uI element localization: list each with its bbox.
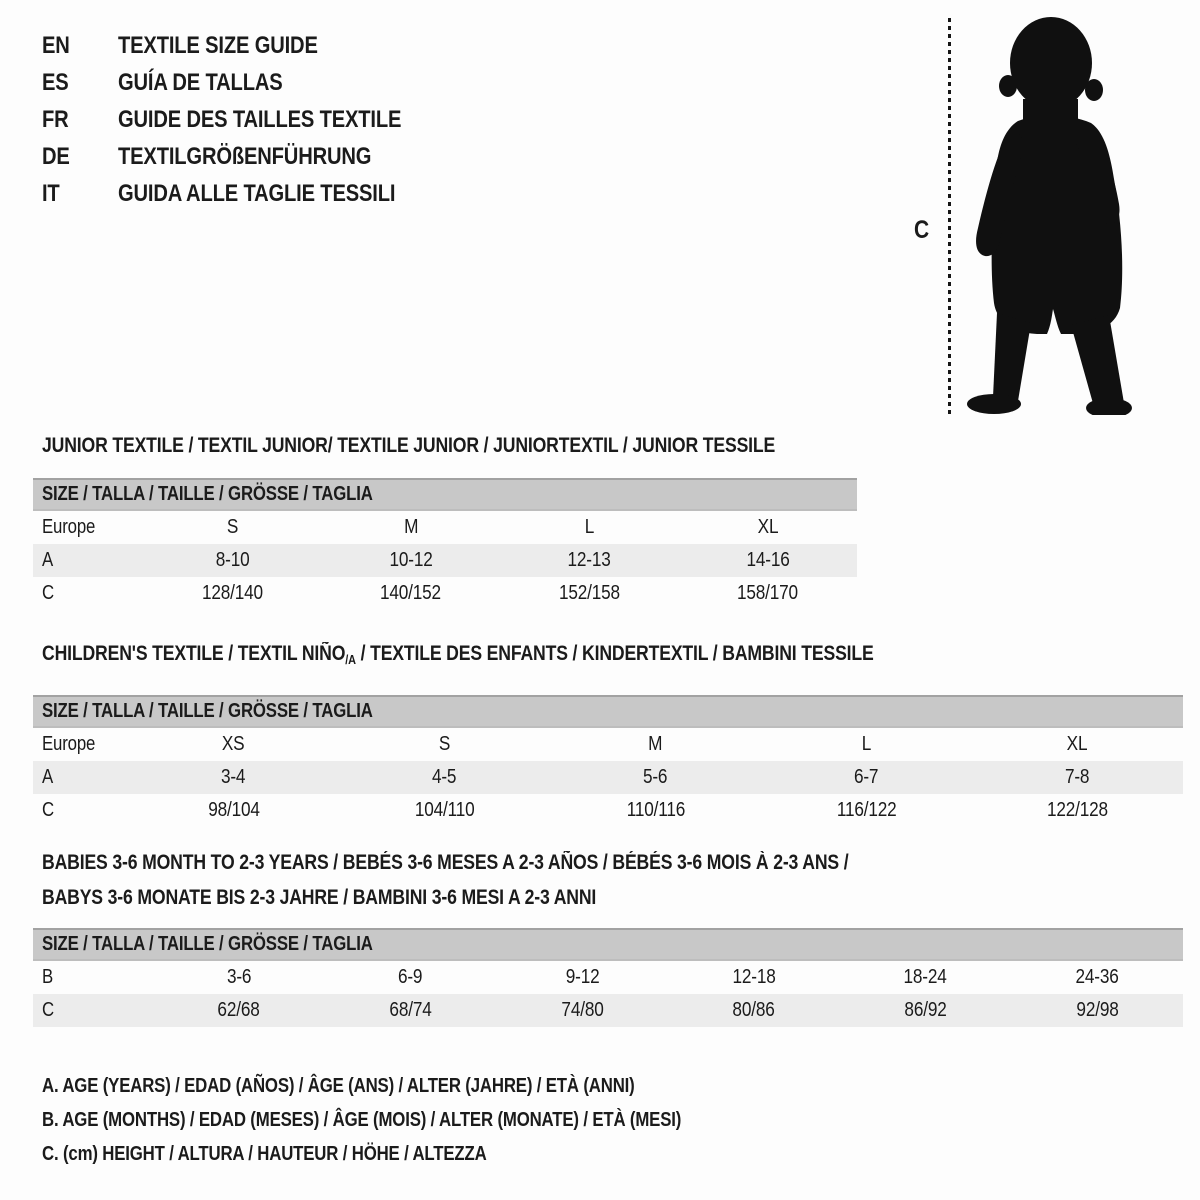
months-cell-text: 6-9 [398,966,423,988]
language-code [42,106,118,134]
height-cell [972,799,1183,822]
age-cell [128,766,339,789]
height-cell [339,799,550,822]
language-code [42,32,118,60]
size-cell [500,516,679,539]
size-cell-text: XL [1067,733,1088,755]
months-cell-text: 9-12 [565,966,600,988]
height-cell [761,799,972,822]
size-cell [128,733,339,756]
height-cell [668,999,840,1022]
age-cell-text: 5-6 [643,766,668,788]
height-measure-line [948,18,951,415]
row-label [33,582,143,605]
row-label [33,733,128,756]
size-cell [761,733,972,756]
size-cell [322,516,501,539]
size-cell [339,733,550,756]
height-cell-text: 152/158 [558,582,620,604]
language-code [42,143,118,171]
children-section-title-text [42,641,874,672]
junior-size-table [33,478,857,610]
months-cell [668,966,840,989]
table-row-age [33,544,857,577]
age-cell-text: 12-13 [567,549,611,571]
months-cell [1011,966,1183,989]
language-row-es [42,64,455,101]
language-code-text: IT [42,179,60,207]
language-row-de [42,138,455,175]
children-title-main: CHILDREN'S TEXTILE / TEXTIL NIÑO [42,642,346,665]
size-cell-text: S [226,516,238,538]
age-cell-text: 8-10 [215,549,250,571]
height-cell [143,582,322,605]
size-cell-text: L [861,733,872,755]
language-code-text: FR [42,105,69,133]
months-cell-text: 12-18 [732,966,776,988]
language-row-fr [42,101,455,138]
age-cell [143,549,322,572]
size-cell [679,516,858,539]
height-cell-text: 74/80 [561,999,604,1021]
size-table-header [33,928,1183,961]
language-code-text: ES [42,68,69,96]
row-label-text: A [42,766,54,788]
size-cell [143,516,322,539]
babies-size-table [33,928,1183,1027]
babies-title-line1: BABIES 3-6 MONTH TO 2-3 YEARS / BEBÉS 3-6 MESES A 2-3 AÑOS / BÉBÉS 3-6 MOIS À 2-3 ANS / [42,851,849,874]
size-cell-text: M [648,733,663,755]
height-cell-text: 98/104 [207,799,260,821]
size-cell-text: L [584,516,594,538]
language-code [42,180,118,208]
size-table-header-text: SIZE / TALLA / TAILLE / GRÖSSE / TAGLIA [42,483,373,505]
height-cell-text: 158/170 [737,582,799,604]
height-cell-text: 104/110 [414,799,475,821]
height-cell-text: 116/122 [836,799,897,821]
babies-section-title [42,845,1002,915]
months-cell [153,966,325,989]
height-cell-text: 62/68 [217,999,260,1021]
height-cell-text: 128/140 [201,582,263,604]
age-cell [679,549,858,572]
language-row-it [42,175,455,212]
table-row-height [33,994,1183,1027]
age-cell [761,766,972,789]
measurement-legend [42,1069,803,1171]
row-label [33,799,128,822]
table-row-europe [33,511,857,544]
height-cell-text: 140/152 [380,582,442,604]
guide-title-fr: GUIDE DES TAILLES TEXTILE [118,105,402,133]
size-cell-text: M [403,516,418,538]
junior-section-title [42,433,915,458]
legend-height-cm: C. (cm) HEIGHT / ALTURA / HAUTEUR / HÖHE / ALTEZZA [42,1143,487,1165]
row-label-text: B [42,966,54,988]
toddler-silhouette-icon [963,13,1135,415]
children-section-title [42,641,1032,672]
height-label [914,216,932,245]
age-cell-text: 10-12 [389,549,433,571]
row-label-text: Europe [42,733,96,755]
table-row-age [33,761,1183,794]
babies-title-line2: BABYS 3-6 MONATE BIS 2-3 JAHRE / BAMBINI 3-6 MESI A 2-3 ANNI [42,886,597,909]
months-cell-text: 3-6 [226,966,252,988]
guide-title-es: GUÍA DE TALLAS [118,68,283,96]
language-title-list [42,27,455,212]
age-cell-text: 14-16 [746,549,790,571]
age-cell-text: 7-8 [1065,766,1090,788]
row-label [33,999,153,1022]
size-cell [972,733,1183,756]
age-cell-text: 6-7 [854,766,879,788]
age-cell-text: 3-4 [221,766,246,788]
months-cell [325,966,497,989]
height-cell [550,799,761,822]
height-cell [496,999,668,1022]
height-cell-text: 80/86 [732,999,775,1021]
legend-age-months: B. AGE (MONTHS) / EDAD (MESES) / ÂGE (MOIS) / ALTER (MONATE) / ETÀ (MESI) [42,1109,682,1131]
age-cell [339,766,550,789]
row-label [33,516,143,539]
months-cell-text: 24-36 [1075,966,1119,988]
children-size-table [33,695,1183,827]
size-cell-text: S [438,733,451,755]
months-cell-text: 18-24 [903,966,948,988]
guide-title-de: TEXTILGRÖßENFÜHRUNG [118,142,372,170]
height-cell [679,582,858,605]
height-cell [500,582,679,605]
row-label-text: C [42,799,54,821]
row-label-text: A [42,549,54,571]
age-cell [550,766,761,789]
size-cell-text: XL [757,516,779,538]
junior-section-title-text: JUNIOR TEXTILE / TEXTIL JUNIOR/ TEXTILE JUNIOR / JUNIORTEXTIL / JUNIOR TESSILE [42,434,776,457]
age-cell [322,549,501,572]
height-cell-text: 86/92 [904,999,947,1021]
size-cell-text: XS [222,733,245,755]
months-cell [496,966,668,989]
height-cell-text: 68/74 [389,999,432,1021]
size-table-header-text: SIZE / TALLA / TAILLE / GRÖSSE / TAGLIA [42,933,373,955]
language-code-text: DE [42,142,70,170]
language-row-en [42,27,455,64]
height-cell [840,999,1012,1022]
height-cell-text: 122/128 [1047,799,1108,821]
row-label-text: Europe [42,516,96,538]
height-cell-text: 92/98 [1076,999,1119,1021]
table-row-height [33,794,1183,827]
row-label [33,966,153,989]
months-cell [840,966,1012,989]
height-cell [153,999,325,1022]
age-cell [500,549,679,572]
row-label-text: C [42,582,54,604]
age-cell [972,766,1183,789]
row-label-text: C [42,999,54,1021]
size-table-header [33,695,1183,728]
height-cell [325,999,497,1022]
age-cell-text: 4-5 [432,766,457,788]
children-title-rest: / TEXTILE DES ENFANTS / KINDERTEXTIL / BAMBINI TESSILE [355,642,874,665]
height-label-text: C [914,216,930,244]
row-label [33,766,128,789]
height-cell [1011,999,1183,1022]
table-row-height [33,577,857,610]
height-cell [322,582,501,605]
guide-title-en: TEXTILE SIZE GUIDE [118,31,318,59]
guide-title-it: GUIDA ALLE TAGLIE TESSILI [118,179,396,207]
size-table-header [33,478,857,511]
height-cell-text: 110/116 [626,799,685,821]
row-label [33,549,143,572]
children-title-subscript: /A [345,652,356,667]
language-code [42,69,118,97]
table-row-europe [33,728,1183,761]
size-table-header-text: SIZE / TALLA / TAILLE / GRÖSSE / TAGLIA [42,700,373,722]
legend-age-years: A. AGE (YEARS) / EDAD (AÑOS) / ÂGE (ANS) / ALTER (JAHRE) / ETÀ (ANNI) [42,1075,635,1097]
table-row-months [33,961,1183,994]
size-cell [550,733,761,756]
height-cell [128,799,339,822]
language-code-text: EN [42,31,70,59]
